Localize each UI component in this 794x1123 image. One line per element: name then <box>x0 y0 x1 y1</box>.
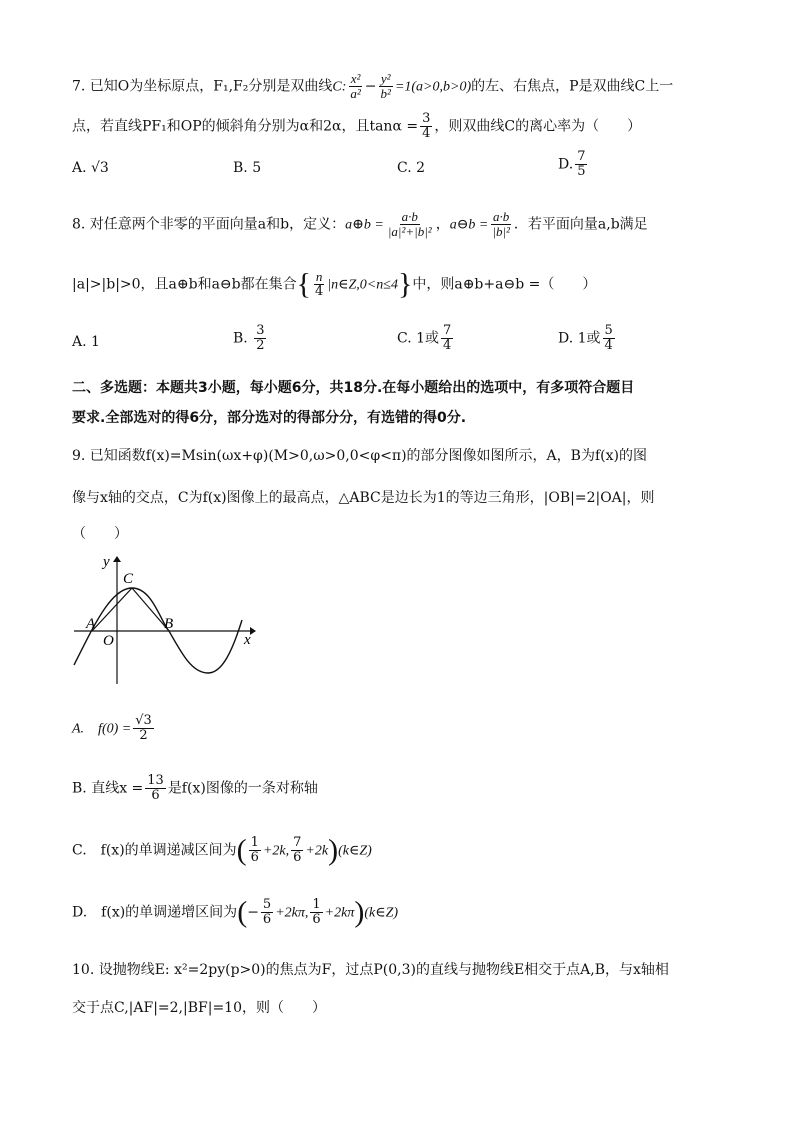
q8-text-2a: |a|>|b|>0，且a⊕b和a⊖b都在集合 <box>72 276 297 293</box>
graph-label-x: x <box>244 632 251 648</box>
q9-option-c: C. f(x)的单调递减区间为( $\frac{1}{6}$ +2k, $\frac{7}{6}$ +2k)(k∈Z) <box>72 833 372 867</box>
q7-text-2a: 点，若直线PF₁和OP的倾斜角分别为α和2α，且tanα = <box>72 118 419 135</box>
graph-label-y: y <box>103 554 110 570</box>
q7-text-1a: 7. 已知O为坐标原点，F₁,F₂分别是双曲线 <box>72 78 333 95</box>
q8-set-frac: $\frac{n}{4}$ <box>315 269 324 299</box>
q8-text-1a: 8. 对任意两个非零的平面向量a和b，定义： <box>72 216 346 233</box>
q8-def1-lhs: a⊕b = <box>345 217 384 233</box>
q9-option-d: D. f(x)的单调递增区间为(− $\frac{5}{6}$ +2kπ, $\frac{1}{6}$ +2kπ)(k∈Z) <box>72 895 399 929</box>
q7-option-a: A. √3 <box>72 160 109 176</box>
q7-option-d: D. $\frac{7}{5}$ <box>558 149 586 179</box>
q9-option-a: A. f(0) = $\frac{√3}{2}$ <box>72 713 152 743</box>
q8-def2-frac: $\frac{a\cdot b}{\text{|b|²}}$ <box>492 209 510 239</box>
graph-label-b: B <box>164 616 174 632</box>
graph-label-o: O <box>103 633 114 649</box>
section2-heading-line2: 要求.全部选对的得6分，部分选对的得部分分，有选错的得0分. <box>72 410 467 426</box>
q7-option-b: B. 5 <box>233 160 262 176</box>
q9-line2: 像与x轴的交点，C为f(x)图像上的最高点，△ABC是边长为1的等边三角形，|OB|=2|OA|，则 <box>72 490 655 506</box>
q7-line1 <box>72 72 724 101</box>
q9-option-b: B. 直线x = $\frac{13}{6}$ 是f(x)图像的一条对称轴 <box>72 773 318 803</box>
q8-line1: 8. 对任意两个非零的平面向量a和b，定义：a⊕b = $\frac{a\cdot b}{\text{|a|²+|b|²}}$ ，a⊖b = $\frac{a\cdot b}{\text{|b|²}}$ ．若平面向量a,b满足 <box>72 209 648 239</box>
graph-label-c: C <box>123 571 134 587</box>
q7-eq-prefix: C: <box>332 79 347 95</box>
q7-eq-suffix: =1(a>0,b>0) <box>394 79 472 95</box>
q7-option-c: C. 2 <box>397 160 426 176</box>
q7-frac-tan: $\frac{3}{4}$ <box>422 111 431 141</box>
graph-label-a: A <box>86 616 96 632</box>
q8-line2: |a|>|b|>0，且a⊕b和a⊖b都在集合{ $\frac{n}{4}$ |n∈Z,0<n≤4}中，则a⊕b+a⊖b =（ ） <box>72 267 597 301</box>
q7-text-1b: 的左、右焦点，P是双曲线C上一 <box>471 78 674 95</box>
q8-option-b: B. $\frac{3}{2}$ <box>233 323 265 353</box>
q7-frac-x: $\frac{\text{x²}}{\text{a²}}$ <box>350 71 361 101</box>
q9-line3: （ ） <box>72 526 128 542</box>
q8-option-c: C. 1或 $\frac{7}{4}$ <box>397 323 452 353</box>
q9-line1: 9. 已知函数f(x)=Msin(ωx+φ)(M>0,ω>0,0<φ<π)的部分图像如图所示，A，B为f(x)的图 <box>72 448 647 464</box>
section2-heading-line1: 二、多选题：本题共3小题，每小题6分，共18分.在每小题给出的选项中，有多项符合题目 <box>72 380 635 396</box>
graph-y-arrow <box>113 556 121 562</box>
q10-line1: 10. 设抛物线E: x²=2py(p>0)的焦点为F，过点P(0,3)的直线与抛物线E相交于点A,B，与x轴相 <box>72 962 669 978</box>
q8-option-d: D. 1或 $\frac{5}{4}$ <box>558 323 613 353</box>
q8-set-cond: |n∈Z,0<n≤4 <box>327 277 398 293</box>
q8-def1-frac: $\frac{a\cdot b}{\text{|a|²+|b|²}}$ <box>387 209 432 239</box>
q8-def2-lhs: a⊖b = <box>449 217 489 233</box>
q7-line2 <box>72 112 724 141</box>
graph-triangle-ac <box>92 588 132 631</box>
q10-line2: 交于点C,|AF|=2,|BF|=10，则（ ） <box>72 1000 326 1016</box>
q7-frac-y: $\frac{\text{y²}}{\text{b²}}$ <box>380 71 391 101</box>
q7-eq-minus: − <box>364 78 377 95</box>
q9-function-graph <box>70 550 260 690</box>
q7-text-2b: ，则双曲线C的离心率为（ ） <box>434 118 642 135</box>
q8-text-1b: ．若平面向量a,b满足 <box>513 216 648 233</box>
q8-text-2b: 中，则a⊕b+a⊖b =（ ） <box>412 276 597 293</box>
q8-option-a: A. 1 <box>72 334 100 350</box>
graph-x-arrow <box>250 627 256 635</box>
